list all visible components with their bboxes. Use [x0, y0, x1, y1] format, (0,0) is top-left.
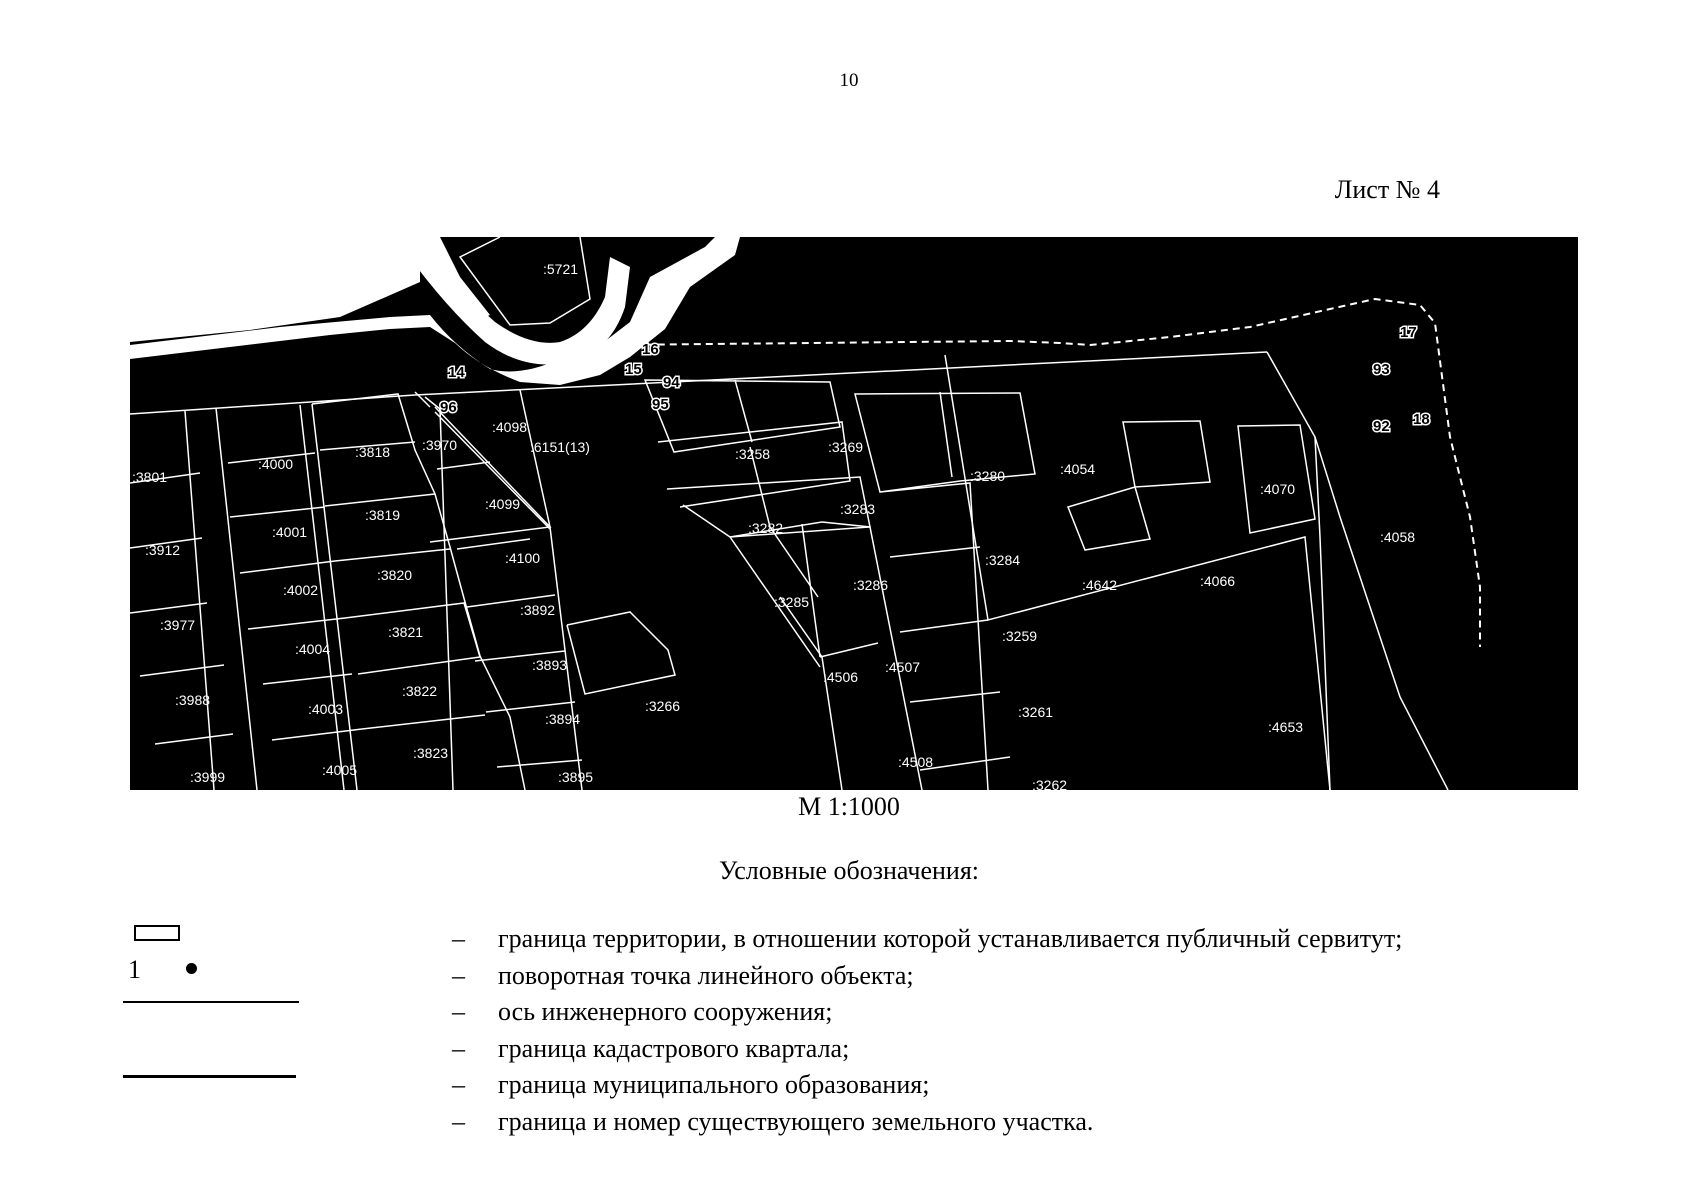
- legend-item-text: граница территории, в отношении которой устанавливается публичный сервитут;: [498, 924, 1403, 953]
- parcel-label: :4100: [505, 550, 541, 566]
- parcel-label: :4003: [308, 701, 344, 717]
- parcel-label: :4058: [1380, 529, 1416, 545]
- legend-title: Условные обозначения:: [718, 856, 980, 885]
- parcel-label: :3822: [402, 683, 438, 699]
- legend-item: [452, 994, 1402, 1031]
- point-label: 18: [1413, 411, 1430, 428]
- point-label: 96: [440, 399, 457, 416]
- map-scale: М 1:1000: [798, 792, 900, 821]
- point-label: 92: [1373, 418, 1390, 435]
- parcel-label: :3286: [853, 577, 889, 593]
- parcel-label: :3282: [748, 520, 784, 536]
- parcel-label: :3970: [422, 437, 458, 453]
- parcel-label: :3283: [840, 501, 876, 517]
- parcel-label: :3895: [558, 769, 594, 785]
- sheet-label: Лист № 4: [1334, 175, 1440, 204]
- legend-point-number: 1: [128, 955, 141, 984]
- parcel-label: :3818: [355, 444, 391, 460]
- parcel-label: :4066: [1200, 573, 1236, 589]
- cadastral-map: [130, 237, 1578, 790]
- parcel-label: :3258: [735, 446, 771, 462]
- point-label: 95: [652, 396, 669, 413]
- parcel-label: :3285: [774, 594, 810, 610]
- parcel-label: :4098: [492, 419, 528, 435]
- legend-dash: –: [452, 997, 465, 1026]
- point-label: 17: [1400, 324, 1417, 341]
- parcel-label: :3912: [145, 542, 181, 558]
- point-label: 15: [625, 361, 642, 378]
- legend-item: [452, 1104, 1402, 1141]
- legend-dash: –: [452, 1070, 465, 1099]
- legend-item: [452, 958, 1402, 995]
- parcel-label: :4002: [283, 582, 319, 598]
- legend-item-text: граница кадастрового квартала;: [498, 1033, 850, 1063]
- parcel-label: :3819: [365, 507, 401, 523]
- legend-easement-symbol: [134, 925, 180, 941]
- parcel-label: :3259: [1002, 628, 1038, 644]
- parcel-label: :3892: [520, 602, 556, 618]
- point-label: 14: [448, 364, 465, 381]
- parcel-label: :3266: [645, 698, 681, 714]
- parcel-label: :3269: [828, 439, 864, 455]
- point-label: 16: [642, 341, 659, 358]
- parcel-label: :4001: [272, 524, 308, 540]
- parcel-label: :4642: [1082, 577, 1118, 593]
- parcel-label: :3284: [985, 552, 1021, 568]
- parcel-label: :3280: [970, 468, 1006, 484]
- map-canvas: [130, 237, 1578, 790]
- parcel-label: :3823: [413, 745, 449, 761]
- parcel-label: :5721: [543, 261, 579, 277]
- page-number: 10: [839, 70, 859, 91]
- parcel-label: :4004: [295, 641, 331, 657]
- legend-item: [452, 1031, 1402, 1068]
- parcel-label: :4099: [485, 496, 521, 512]
- parcel-label: :4508: [898, 754, 934, 770]
- parcel-label: :6151(13): [530, 439, 590, 455]
- parcel-label: :3893: [532, 657, 568, 673]
- parcel-label: :3977: [160, 617, 196, 633]
- legend-dash: –: [452, 1033, 465, 1063]
- parcel-label: :4507: [885, 659, 921, 675]
- parcel-label: :4054: [1060, 461, 1096, 477]
- legend-item-text: граница и номер существующего земельного участка.: [498, 1106, 1094, 1136]
- parcel-label: :3894: [545, 711, 581, 727]
- legend-dash: –: [452, 924, 465, 953]
- parcel-label: :3821: [388, 624, 424, 640]
- parcel-label: :3262: [1032, 777, 1068, 790]
- parcel-label: :3988: [175, 692, 211, 708]
- legend-municipal-line-symbol: [123, 1075, 296, 1078]
- parcel-label: :3999: [190, 769, 226, 785]
- parcel-label: :4653: [1268, 719, 1304, 735]
- legend-point-dot-icon: [186, 963, 197, 974]
- parcel-label: :3261: [1018, 704, 1054, 720]
- legend-axis-line-symbol: [123, 1001, 299, 1003]
- parcel-label: :3820: [377, 567, 413, 583]
- point-label: 94: [663, 374, 680, 391]
- parcel-label: :4070: [1260, 481, 1296, 497]
- legend-item-text: ось инженерного сооружения;: [498, 997, 833, 1026]
- legend-item: [452, 921, 1402, 958]
- legend-item-text: граница муниципального образования;: [498, 1070, 930, 1099]
- parcel-label: :4005: [322, 762, 358, 778]
- parcel-label: :3801: [132, 469, 168, 485]
- legend-dash: –: [452, 1106, 465, 1136]
- legend-item: [452, 1067, 1402, 1104]
- legend-item-text: поворотная точка линейного объекта;: [498, 960, 914, 990]
- point-label: 93: [1373, 361, 1390, 378]
- legend-list: [452, 921, 1402, 1140]
- parcel-label: :4506: [823, 669, 859, 685]
- legend-dash: –: [452, 960, 465, 990]
- parcel-label: :4000: [258, 456, 294, 472]
